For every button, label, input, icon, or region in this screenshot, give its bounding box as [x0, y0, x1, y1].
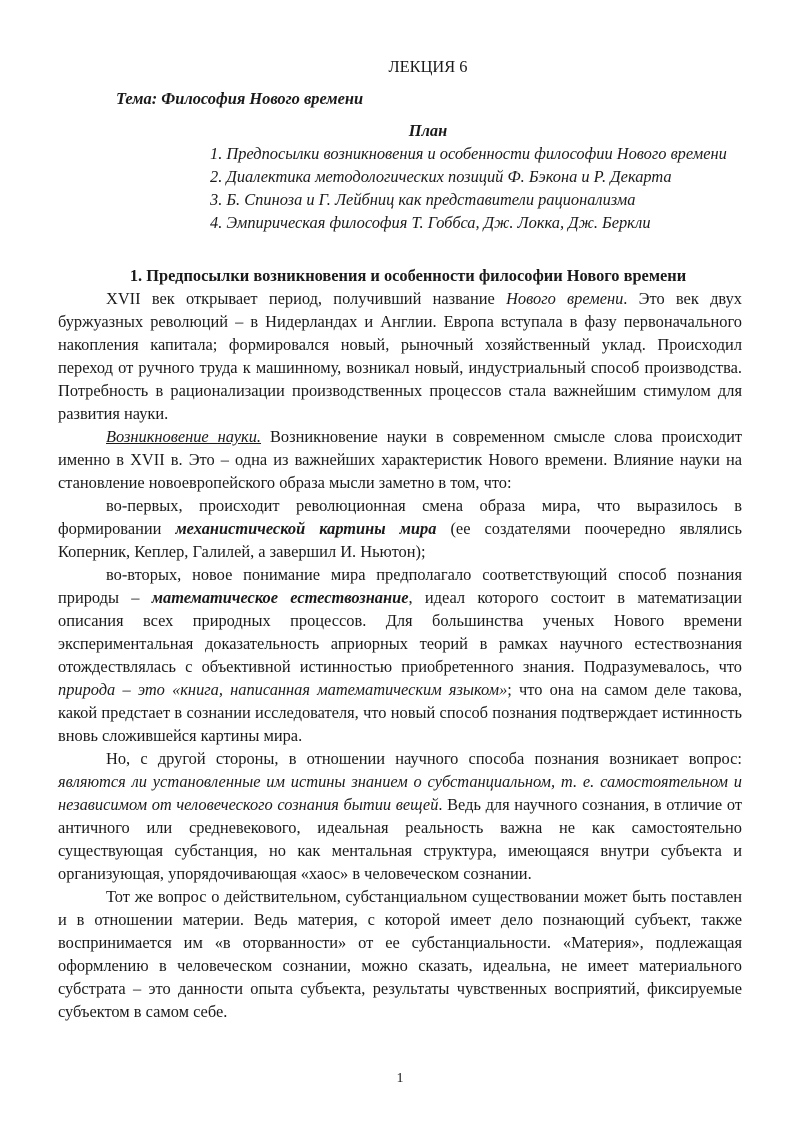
paragraph-text: во-вторых, новое понимание мира предполагало соответствующий способ познания природы –: [58, 565, 742, 607]
paragraph-text: . Ведь для научного сознания, в отличие от античного или средневекового, идеальная реальность важна не как самостоятельно существующая субстанция, но как ментальная структура, имеющаяся внутри субъекта и организующая, упорядочивающая «хаос» в человеческом сознании.: [58, 795, 742, 883]
lecture-title: ЛЕКЦИЯ 6: [388, 57, 468, 76]
paragraph: Тот же вопрос о действительном, субстанциальном существовании может быть поставлен и в отношении материи. Ведь материя, с которой имеет дело познающий субъект, также воспринимается им «в оторванности» от ее субстанциальности. «Материя», подлежащая оформлению в человеческом сознании, можно сказать, идеальна, не имеет материального субстрата – это данности опыта субъекта, результаты чувственных восприятий, фиксируемые субъектом в самом себе.: [58, 887, 742, 1021]
paragraph-text: , идеал которого состоит в математизации описания всех природных процессов. Для большинства ученых Нового времени экспериментальная доказательность априорных теорий в рамках научного естествознания отождествлялась с объективной истинностью приобретенного знания. Подразумевалось, что: [58, 588, 742, 676]
bold-italic-term: механистической картины мира: [175, 519, 437, 538]
plan-item: 1. Предпосылки возникновения и особенности философии Нового времени: [210, 144, 727, 163]
italic-term: Нового времени: [506, 289, 624, 308]
paragraph: [58, 425, 742, 494]
italic-question: являются ли установленные им истины знанием о субстанциальном, т. е. самостоятельном и независимом от человеческого сознания бытии вещей: [58, 772, 742, 814]
paragraph-text: . Это век двух буржуазных революций – в Нидерландах и Англии. Европа вступала в фазу первоначального накопления капитала; формировался новый, рыночный хозяйственный уклад. Происходил переход от ручного труда к машинному, возникал новый, индустриальный способ производства. Потребность в рационализации производственных процессов стала важнейшим стимулом для развития науки.: [58, 289, 742, 423]
plan-item: 3. Б. Спиноза и Г. Лейбниц как представители рационализма: [210, 190, 636, 209]
paragraph-text: Возникновение науки в современном смысле слова происходит именно в XVII в. Это – одна из важнейших характеристик Нового времени. Влияние науки на становление новоевропейского образа мысли заметно в том, что:: [58, 427, 742, 492]
paragraph-text: (ее создателями поочередно являлись Коперник, Кеплер, Галилей, а завершил И. Ньютон);: [58, 519, 742, 561]
document-body: [58, 264, 742, 1023]
paragraph: [58, 287, 742, 425]
underlined-term: Возникновение науки.: [106, 427, 262, 446]
italic-quote: природа – это «книга, написанная математическим языком»: [58, 680, 508, 699]
page-number: 1: [396, 1071, 404, 1086]
paragraph-text: XVII век открывает период, получивший название: [106, 289, 507, 308]
paragraph-text: ; что она на самом деле такова, какой предстает в сознании исследователя, что новый способ познания подтверждает истинность вновь сложившейся картины мира.: [58, 680, 742, 745]
paragraph: [58, 494, 742, 563]
section-heading: 1. Предпосылки возникновения и особенности философии Нового времени: [129, 266, 687, 285]
lecture-topic: Тема: Философия Нового времени: [116, 89, 364, 108]
plan-title: План: [408, 121, 448, 140]
plan-list: [210, 142, 742, 234]
plan-item: 2. Диалектика методологических позиций Ф. Бэкона и Р. Декарта: [210, 167, 672, 186]
paragraph: [58, 563, 742, 747]
paragraph-text: Но, с другой стороны, в отношении научного способа познания возникает вопрос:: [106, 749, 742, 768]
plan-item: 4. Эмпирическая философия Т. Гоббса, Дж. Локка, Дж. Беркли: [210, 213, 651, 232]
paragraph-text: во-первых, происходит революционная смена образа мира, что выразилось в формировании: [58, 496, 742, 538]
bold-italic-term: математическое естествознание: [151, 588, 409, 607]
paragraph: [58, 747, 742, 885]
